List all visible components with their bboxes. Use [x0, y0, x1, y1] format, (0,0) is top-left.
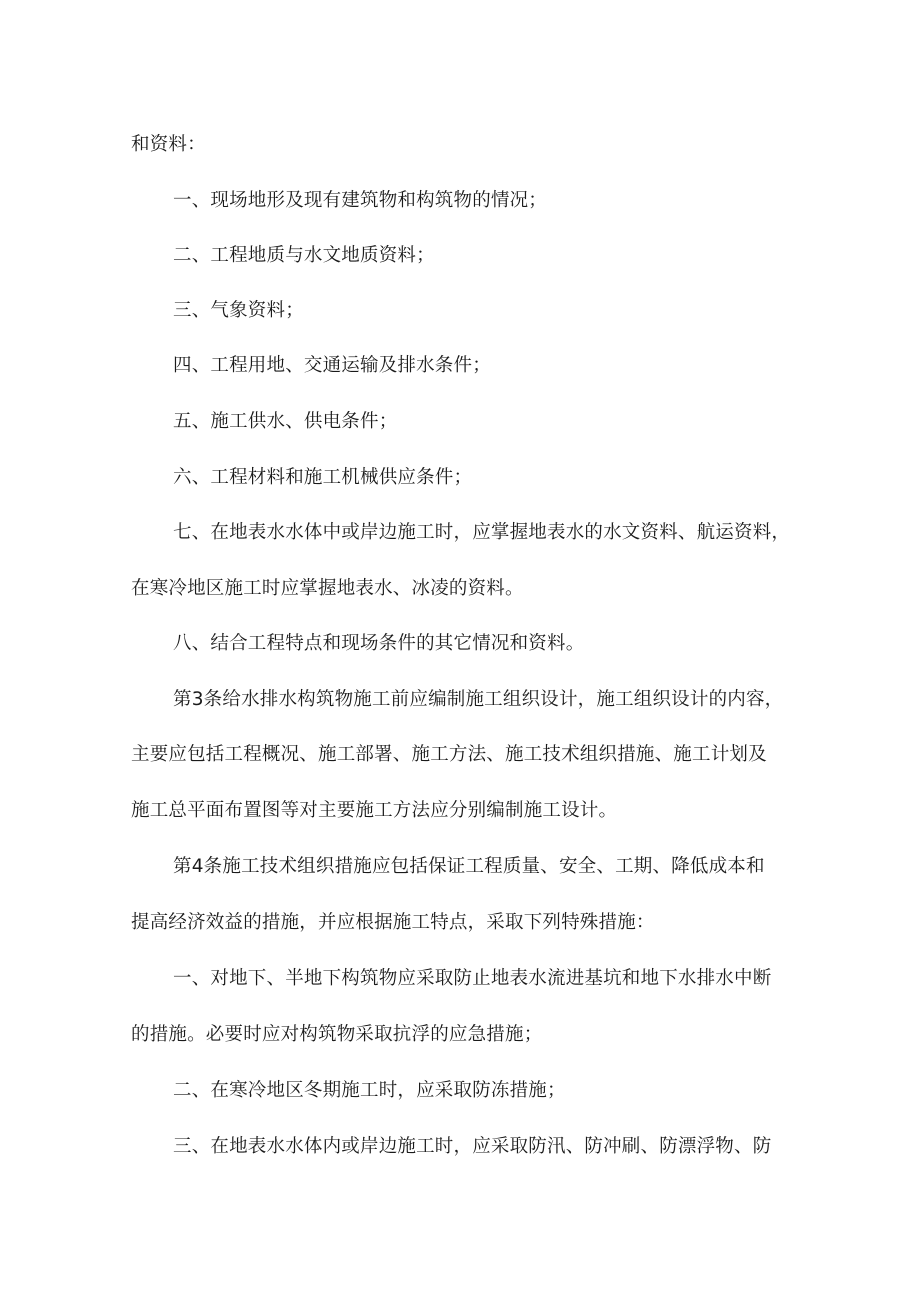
text-line: 一、对地下、半地下构筑物应采取防止地表水流进基坑和地下水排水中断: [173, 968, 772, 989]
text-line: 四、工程用地、交通运输及排水条件；: [173, 355, 491, 376]
text-line: 和资料：: [131, 134, 206, 155]
text-line: 七、在地表水水体中或岸边施工时，应掌握地表水的水文资料、航运资料，: [173, 522, 791, 543]
text-line: 六、工程材料和施工机械供应条件；: [173, 467, 473, 488]
text-line: 提高经济效益的措施，并应根据施工特点，采取下列特殊措施：: [131, 912, 655, 933]
text-line: 八、结合工程特点和现场条件的其它情况和资料。: [173, 633, 585, 654]
text-line: 五、施工供水、供电条件；: [173, 411, 398, 432]
text-line: 一、现场地形及现有建筑物和构筑物的情况；: [173, 190, 548, 211]
text-line: 三、在地表水水体内或岸边施工时，应采取防汛、防冲刷、防漂浮物、防: [173, 1136, 772, 1157]
text-line: 的措施。必要时应对构筑物采取抗浮的应急措施；: [131, 1024, 543, 1045]
text-line: 三、气象资料；: [173, 300, 304, 321]
text-line: 主要应包括工程概况、施工部署、施工方法、施工技术组织措施、施工计划及: [131, 744, 767, 765]
text-line: 在寒冷地区施工时应掌握地表水、冰凌的资料。: [131, 578, 524, 599]
text-line: 二、工程地质与水文地质资料；: [173, 245, 435, 266]
text-line: 第4条施工技术组织措施应包括保证工程质量、安全、工期、降低成本和: [173, 856, 765, 877]
text-line: 二、在寒冷地区冬期施工时，应采取防冻措施；: [173, 1080, 566, 1101]
text-line: 施工总平面布置图等对主要施工方法应分别编制施工设计。: [131, 800, 618, 821]
text-line: 第3条给水排水构筑物施工前应编制施工组织设计，施工组织设计的内容，: [173, 689, 784, 710]
